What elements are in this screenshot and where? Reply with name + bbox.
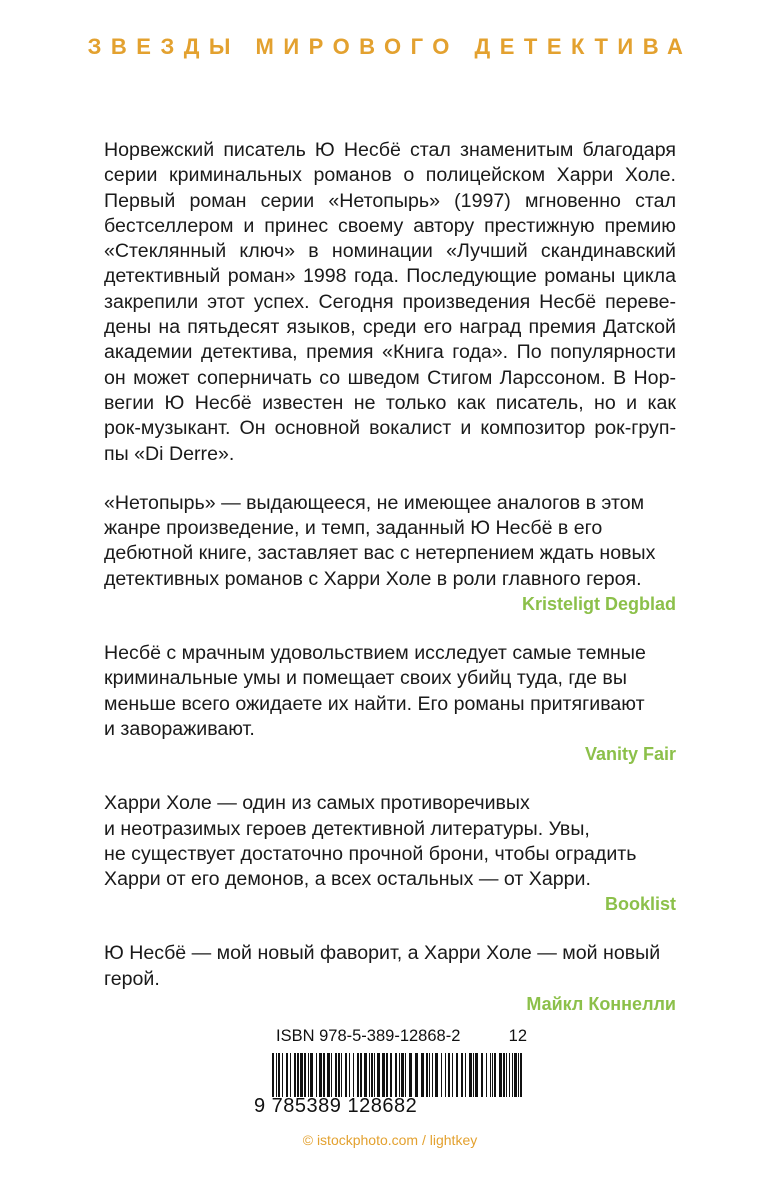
barcode-bar (465, 1053, 466, 1097)
barcode-bar (386, 1053, 388, 1097)
review-quote (104, 491, 676, 592)
barcode-bar (338, 1053, 340, 1097)
text-line: криминальные умы и помещает своих убийц туда, где вы (104, 667, 627, 690)
text-line: Норвежский писатель Ю Несбё стал знаменитым благодаря (104, 139, 676, 161)
barcode-bar (278, 1053, 280, 1097)
barcode-bar (481, 1053, 483, 1097)
barcode-bar (310, 1053, 313, 1097)
barcode-bar (382, 1053, 385, 1097)
barcode-bar (509, 1053, 510, 1097)
barcode-bar (426, 1053, 428, 1097)
barcode-bar (331, 1053, 332, 1097)
barcode-bar (353, 1053, 354, 1097)
text-line: жанре произведение, и темп, заданный Ю Несбё в его (104, 517, 603, 540)
barcode-bar (323, 1053, 325, 1097)
barcode-bar (316, 1053, 317, 1097)
text-line: детективных романов с Харри Холе в роли главного героя. (104, 567, 642, 590)
text-line: и неотразимых героев детективной литературы. Увы, (104, 817, 590, 840)
barcode-bar (506, 1053, 507, 1097)
intro-paragraph (104, 138, 676, 467)
barcode-bar (399, 1053, 400, 1097)
text-line: Ю Несбё — мой новый фаворит, а Харри Холе — мой новый (104, 942, 661, 965)
barcode-digits: 9 785389 128682 (254, 1095, 418, 1117)
barcode-bar (377, 1053, 380, 1097)
text-line: «Стеклянный ключ» в номинации «Лучший скандинавский (104, 240, 676, 263)
barcode-bar (276, 1053, 277, 1097)
back-cover-text (104, 138, 676, 1017)
text-line: Первый роман серии «Нетопырь» (1997) мгновенно стал (104, 189, 676, 212)
review-source: Майкл Коннелли (526, 994, 676, 1015)
barcode-bar (390, 1053, 392, 1097)
text-line: Несбё с мрачным удовольствием исследует самые темные (104, 642, 646, 665)
barcode-bar (369, 1053, 370, 1097)
text-line: академии детектива, премия «Книга года». По популярности (104, 341, 676, 364)
review-source: Booklist (604, 894, 676, 915)
text-line: дены на пятьдесят языков, среди его наград премия Датской (104, 316, 676, 339)
barcode-bar (456, 1053, 458, 1097)
barcode-bar (282, 1053, 283, 1097)
barcode-bar (349, 1053, 350, 1097)
barcode-bar (514, 1053, 517, 1097)
text-line: рок-музыкант. Он основной вокалист и композитор рок-груп- (104, 417, 676, 440)
barcode-bar (452, 1053, 453, 1097)
barcode-bar (345, 1053, 347, 1097)
barcode-bar (335, 1053, 337, 1097)
review-quote (104, 641, 676, 742)
barcode-bar (319, 1053, 322, 1097)
barcode-bar (294, 1053, 296, 1097)
barcode-bar (469, 1053, 472, 1097)
barcode-bar (429, 1053, 430, 1097)
barcode-bar (486, 1053, 487, 1097)
barcode-bar (435, 1053, 438, 1097)
barcode-bar (304, 1053, 306, 1097)
barcode-bar (518, 1053, 519, 1097)
text-line: «Нетопырь» — выдающееся, не имеющее аналогов в этом (104, 491, 645, 514)
barcode-bar (357, 1053, 359, 1097)
barcode-bar (492, 1053, 493, 1097)
barcode-bar (461, 1053, 463, 1097)
text-line: серии криминальных романов о полицейском Харри Холе. (104, 164, 676, 187)
barcode-bar (490, 1053, 491, 1097)
review-source: Vanity Fair (584, 744, 676, 765)
barcode-bar (409, 1053, 412, 1097)
text-line: Харри Холе — один из самых противоречивых (104, 792, 530, 815)
barcode-bar (341, 1053, 342, 1097)
barcode-bar (448, 1053, 450, 1097)
review-quote (104, 941, 676, 992)
barcode-bar (300, 1053, 303, 1097)
text-line: вегии Ю Несбё известен не только как писатель, но и как (104, 391, 676, 414)
barcode-bar (290, 1053, 291, 1097)
barcode-bar (401, 1053, 404, 1097)
barcode-bar (441, 1053, 442, 1097)
isbn-text: ISBN 978-5-389-12868-2 (276, 1027, 461, 1045)
barcode-bar (445, 1053, 446, 1097)
text-line: он может соперничать со шведом Стигом Ларссоном. В Нор- (104, 366, 676, 389)
barcode-bar (371, 1053, 373, 1097)
barcode-bar (395, 1053, 397, 1097)
barcode-bar (297, 1053, 299, 1097)
barcode-bar (374, 1053, 375, 1097)
text-line: меньше всего ожидаете их найти. Его романы притягивают (104, 692, 645, 715)
review-quote (104, 791, 676, 892)
barcode-bar (503, 1053, 505, 1097)
barcode-bar (405, 1053, 406, 1097)
series-title: ЗВЕЗДЫ МИРОВОГО ДЕТЕКТИВА (87, 34, 693, 59)
barcode-bar (272, 1053, 274, 1097)
barcode-bar (432, 1053, 433, 1097)
isbn-barcode (254, 1025, 529, 1117)
barcode-bar (360, 1053, 362, 1097)
text-line: бестселлером и принес своему автору престижную премию (104, 214, 676, 237)
barcode-bar (364, 1053, 367, 1097)
isbn-addon-code: 12 (508, 1027, 527, 1045)
barcode-bar (475, 1053, 478, 1097)
barcode-bar (415, 1053, 418, 1097)
text-line: и завораживают. (104, 717, 255, 740)
barcode-bar (520, 1053, 522, 1097)
barcode-bar (512, 1053, 513, 1097)
review-source: Kristeligt Degblad (521, 594, 676, 615)
text-line: не существует достаточно прочной брони, чтобы оградить (104, 842, 637, 865)
barcode-bars-icon (272, 1053, 527, 1097)
barcode-bar (473, 1053, 474, 1097)
barcode-bar (286, 1053, 288, 1097)
barcode-bar (308, 1053, 309, 1097)
barcode-bar (499, 1053, 502, 1097)
text-line: дебютной книге, заставляет вас с нетерпением ждать новых (104, 542, 656, 565)
text-line: Харри от его демонов, а всех остальных — от Харри. (104, 868, 591, 891)
text-line: пы «Di Derre». (104, 442, 235, 465)
photo-credit: © istockphoto.com / lightkey (302, 1132, 478, 1148)
text-line: герой. (104, 967, 160, 990)
text-line: детективный роман» 1998 года. Последующие романы цикла (104, 265, 676, 288)
text-line: закрепили этот успех. Сегодня произведения Несбё переве- (104, 290, 676, 313)
barcode-bar (494, 1053, 496, 1097)
barcode-bar (327, 1053, 330, 1097)
barcode-bar (421, 1053, 424, 1097)
